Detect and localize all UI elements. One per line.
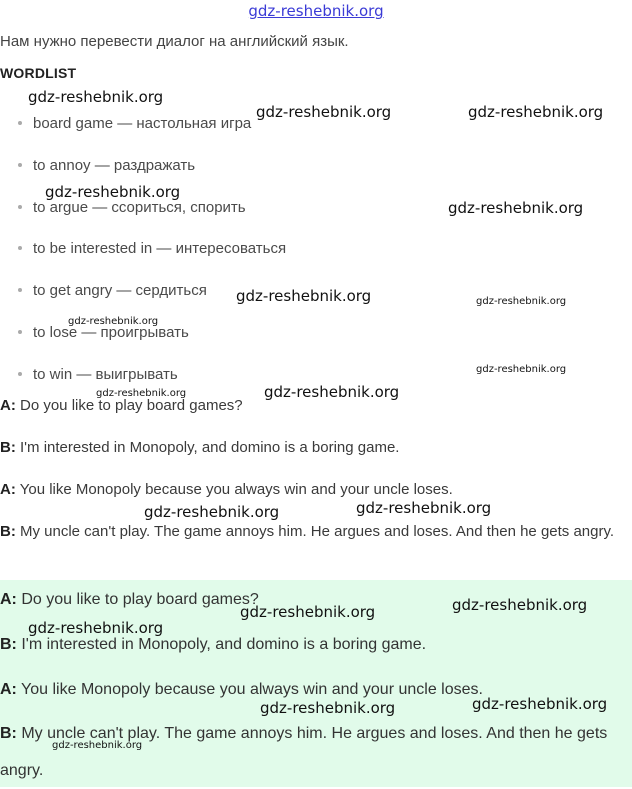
watermark: gdz-reshebnik.org [240,603,376,621]
wordlist-item: to win — выигрывать [18,366,178,383]
bullet-icon [18,246,22,250]
watermark: gdz-reshebnik.org [45,183,181,201]
watermark: gdz-reshebnik.org [236,287,372,305]
watermark: gdz-reshebnik.org [96,388,187,399]
dialogue-line: A: You like Monopoly because you always win and your uncle loses. [0,481,453,498]
answer-line: A: You like Monopoly because you always win and your uncle loses. [0,681,483,698]
answer-line: B: My uncle can't play. The game annoys him. He argues and loses. And then he gets angry. [0,725,608,779]
wordlist-item: to argue — ссориться, спорить [18,199,246,216]
watermark: gdz-reshebnik.org [260,699,396,717]
watermark: gdz-reshebnik.org [144,503,280,521]
bullet-icon [18,288,22,292]
wordlist-title: WORDLIST [0,65,77,81]
task-intro: Нам нужно перевести диалог на английский язык. [0,33,349,50]
watermark: gdz-reshebnik.org [28,88,164,106]
site-link[interactable]: gdz-reshebnik.org [248,2,384,20]
wordlist-item: to be interested in — интересоваться [18,240,286,257]
watermark: gdz-reshebnik.org [452,596,588,614]
watermark: gdz-reshebnik.org [448,199,584,217]
bullet-icon [18,205,22,209]
watermark: gdz-reshebnik.org [68,316,159,327]
wordlist-item: to annoy — раздражать [18,157,195,174]
dialogue-line: B: I'm interested in Monopoly, and domino is a boring game. [0,439,400,456]
answer-line: A: Do you like to play board games? [0,591,259,608]
bullet-icon [18,163,22,167]
dialogue-line: A: Do you like to play board games? [0,397,243,414]
bullet-icon [18,330,22,334]
watermark: gdz-reshebnik.org [472,695,608,713]
watermark: gdz-reshebnik.org [52,740,143,751]
watermark: gdz-reshebnik.org [28,619,164,637]
dialogue-line: B: My uncle can't play. The game annoys him. He argues and loses. And then he gets angry. [0,523,615,540]
wordlist-item: to get angry — сердиться [18,282,207,299]
watermark: gdz-reshebnik.org [256,103,392,121]
bullet-icon [18,121,22,125]
bullet-icon [18,372,22,376]
watermark: gdz-reshebnik.org [476,364,567,375]
wordlist-item: to lose — проигрывать [18,324,189,341]
wordlist-item: board game — настольная игра [18,115,251,132]
watermark: gdz-reshebnik.org [476,296,567,307]
answer-line: B: I'm interested in Monopoly, and domino is a boring game. [0,636,427,653]
watermark: gdz-reshebnik.org [356,499,492,517]
watermark: gdz-reshebnik.org [264,383,400,401]
watermark: gdz-reshebnik.org [468,103,604,121]
